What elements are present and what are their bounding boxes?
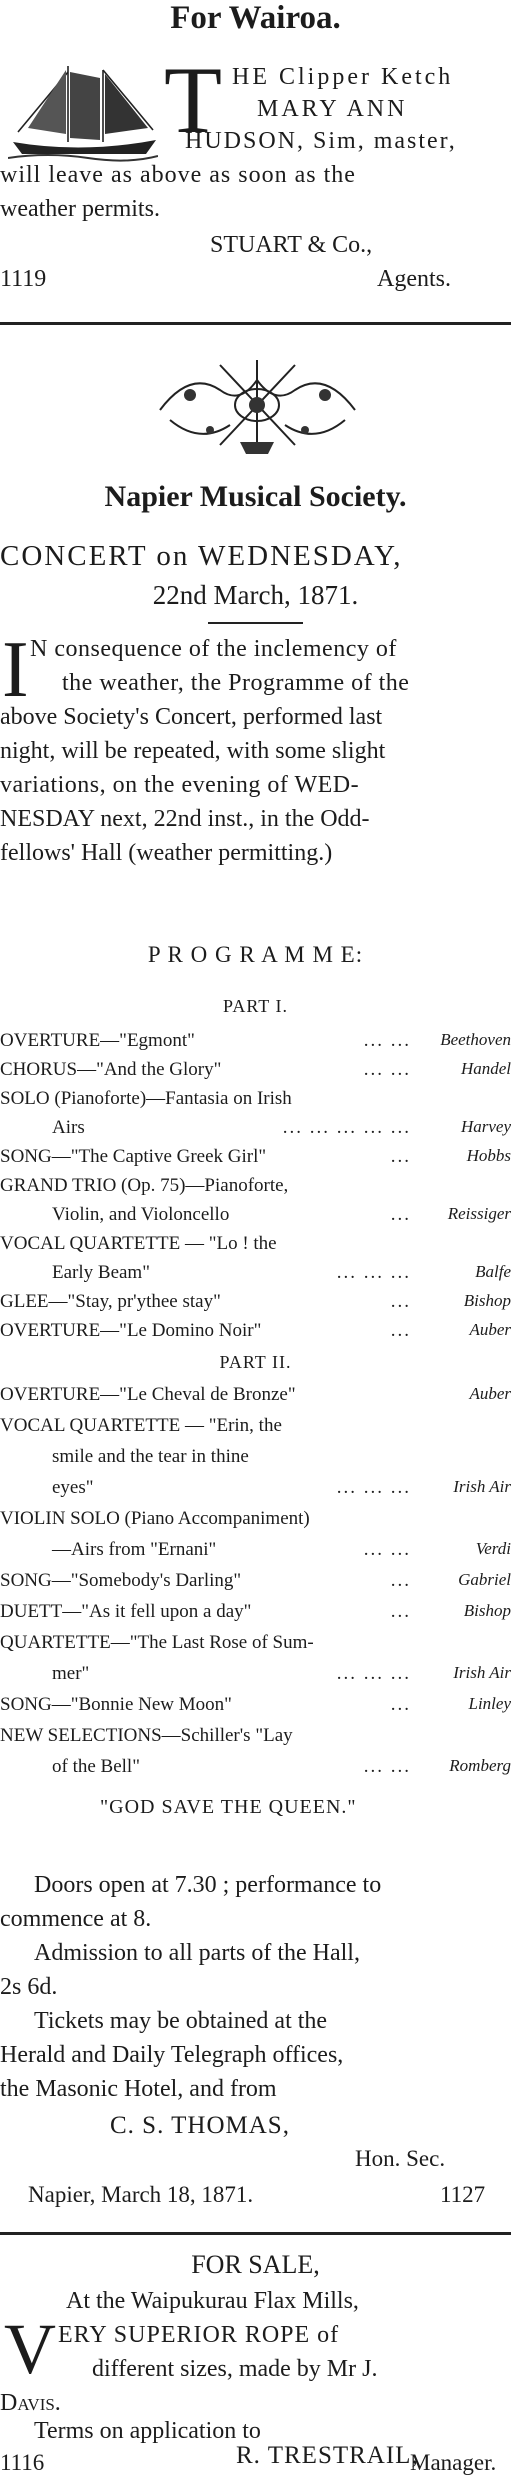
secretary-name: C. S. THOMAS, — [110, 2112, 290, 2139]
programme-item-text: Airs — [52, 1117, 85, 1138]
programme-item-text: Early Beam" — [52, 1262, 150, 1283]
forsale-title: Manager. — [410, 2450, 497, 2475]
programme-row — [0, 1175, 511, 1205]
leader-dots: ... ... ... — [336, 1663, 411, 1684]
society-para-1: N consequence of the inclemency of — [30, 636, 397, 662]
programme-row — [0, 1446, 511, 1476]
programme-row — [0, 1262, 511, 1292]
composer-name: Reissiger — [447, 1204, 511, 1223]
musical-trophy-ornament — [150, 350, 365, 460]
society-title: Napier Musical Society. — [104, 480, 407, 513]
programme-row — [0, 1384, 511, 1414]
programme-item-text: SONG—"The Captive Greek Girl" — [0, 1146, 267, 1167]
society-dropcap: I — [2, 626, 29, 714]
wairoa-agents: Agents. — [377, 266, 451, 292]
concert-line: CONCERT on WEDNESDAY, — [0, 540, 403, 572]
composer-name: Harvey — [460, 1117, 511, 1136]
programme-row — [0, 1117, 511, 1147]
leader-dots: ... — [390, 1694, 411, 1715]
concert-date: 22nd March, 1871. — [152, 580, 359, 610]
composer-name: Auber — [469, 1320, 511, 1339]
society-para-2: the weather, the Programme of the — [62, 670, 410, 696]
programme-item-text: OVERTURE—"Le Cheval de Bronze" — [0, 1384, 296, 1405]
programme-row — [0, 1030, 511, 1060]
leader-dots: ... ... — [363, 1030, 411, 1051]
composer-name: Balfe — [475, 1262, 511, 1281]
composer-name: Bishop — [463, 1291, 511, 1310]
leader-dots: ... ... — [363, 1539, 411, 1560]
forsale-dropcap: V — [4, 2309, 56, 2389]
programme-item-text: eyes" — [52, 1477, 94, 1498]
programme-item-text: OVERTURE—"Le Domino Noir" — [0, 1320, 262, 1341]
doors-line-1: Doors open at 7.30 ; performance to — [34, 1872, 382, 1898]
doors-line-2: commence at 8. — [0, 1906, 152, 1932]
wairoa-line1: HE Clipper Ketch — [232, 64, 454, 90]
composer-name: Irish Air — [453, 1663, 511, 1682]
programme-row — [0, 1570, 511, 1600]
anthem: "GOD SAVE THE QUEEN." — [100, 1796, 357, 1818]
programme-heading: P R O G R A M M E: — [147, 942, 364, 967]
forsale-line-5: Terms on application to — [34, 2418, 261, 2444]
programme-item-text: SONG—"Bonnie New Moon" — [0, 1694, 232, 1715]
programme-row — [0, 1233, 511, 1263]
programme-item-text: SONG—"Somebody's Darling" — [0, 1570, 242, 1591]
leader-dots: ... ... ... — [336, 1477, 411, 1498]
programme-item-text: mer" — [52, 1663, 90, 1684]
composer-name: Gabriel — [458, 1570, 511, 1589]
composer-name: Irish Air — [453, 1477, 511, 1496]
programme-item-text: OVERTURE—"Egmont" — [0, 1030, 195, 1051]
programme-row — [0, 1539, 511, 1569]
programme-row — [0, 1508, 511, 1538]
wairoa-line5: weather permits. — [0, 196, 160, 222]
programme-item-text: smile and the tear in thine — [52, 1446, 249, 1467]
tickets-line-3: the Masonic Hotel, and from — [0, 2076, 277, 2102]
programme-row — [0, 1632, 511, 1662]
wairoa-line3: HUDSON, Sim, master, — [185, 128, 457, 154]
programme-item-text: VIOLIN SOLO (Piano Accompaniment) — [0, 1508, 310, 1529]
divider — [0, 322, 511, 325]
society-para-5: variations, on the evening of WED- — [0, 772, 360, 798]
society-para-7: fellows' Hall (weather permitting.) — [0, 840, 333, 866]
programme-row — [0, 1601, 511, 1631]
programme-item-text: GRAND TRIO (Op. 75)—Pianoforte, — [0, 1175, 289, 1196]
tickets-line-1: Tickets may be obtained at the — [34, 2008, 328, 2034]
composer-name: Verdi — [475, 1539, 511, 1558]
composer-name: Linley — [468, 1694, 511, 1713]
leader-dots: ... — [390, 1601, 411, 1622]
programme-row — [0, 1320, 511, 1350]
programme-row — [0, 1291, 511, 1321]
society-para-4: night, will be repeated, with some slight — [0, 738, 386, 764]
leader-dots: ... — [390, 1204, 411, 1225]
forsale-line-2: ERY SUPERIOR ROPE of — [58, 2322, 340, 2348]
programme-item-text: VOCAL QUARTETTE — "Lo ! the — [0, 1233, 277, 1254]
forsale-line-3: different sizes, made by Mr J. — [92, 2356, 378, 2382]
society-para-3: above Society's Concert, performed last — [0, 704, 383, 730]
leader-dots: ... — [390, 1291, 411, 1312]
admission-line-1: Admission to all parts of the Hall, — [34, 1940, 360, 1966]
programme-item-text: VOCAL QUARTETTE — "Erin, the — [0, 1415, 282, 1436]
leader-dots: ... — [390, 1320, 411, 1341]
divider — [0, 2232, 511, 2235]
programme-row — [0, 1146, 511, 1176]
leader-dots: ... — [390, 1570, 411, 1591]
programme-item-text: Violin, and Violoncello — [52, 1204, 230, 1225]
secretary-title: Hon. Sec. — [355, 2146, 446, 2171]
forsale-signer: R. TRESTRAIL, — [236, 2442, 419, 2469]
programme-row — [0, 1088, 511, 1118]
programme-row — [0, 1477, 511, 1507]
wairoa-signer: STUART & Co., — [210, 232, 373, 258]
programme-item-text: CHORUS—"And the Glory" — [0, 1059, 222, 1080]
composer-name: Bishop — [463, 1601, 511, 1620]
programme-row — [0, 1059, 511, 1089]
place-date: Napier, March 18, 1871. — [28, 2182, 254, 2207]
composer-name: Auber — [469, 1384, 511, 1403]
leader-dots: ... ... ... ... ... — [282, 1117, 411, 1138]
wairoa-heading: For Wairoa. — [170, 0, 341, 36]
programme-row — [0, 1415, 511, 1445]
composer-name: Handel — [460, 1059, 511, 1078]
composer-name: Romberg — [449, 1756, 511, 1775]
part2-heading: PART II. — [219, 1352, 292, 1372]
wairoa-dropcap: T — [164, 47, 223, 153]
programme-item-text: NEW SELECTIONS—Schiller's "Lay — [0, 1725, 293, 1746]
programme-item-text: SOLO (Pianoforte)—Fantasia on Irish — [0, 1088, 292, 1109]
short-rule — [208, 622, 303, 624]
forsale-line-4: Davis. — [0, 2390, 61, 2416]
leader-dots: ... ... — [363, 1756, 411, 1777]
wairoa-number: 1119 — [0, 266, 47, 292]
programme-item-text: of the Bell" — [52, 1756, 140, 1777]
programme-row — [0, 1204, 511, 1234]
programme-row — [0, 1725, 511, 1755]
ship-icon — [8, 62, 158, 162]
leader-dots: ... — [390, 1146, 411, 1167]
programme-row — [0, 1663, 511, 1693]
programme-item-text: GLEE—"Stay, pr'ythee stay" — [0, 1291, 221, 1312]
programme-row — [0, 1694, 511, 1724]
society-para-6: NESDAY next, 22nd inst., in the Odd- — [0, 806, 370, 832]
composer-name: Hobbs — [466, 1146, 511, 1165]
programme-item-text: —Airs from "Ernani" — [52, 1539, 217, 1560]
programme-row — [0, 1756, 511, 1786]
part1-heading: PART I. — [223, 996, 288, 1016]
programme-item-text: QUARTETTE—"The Last Rose of Sum- — [0, 1632, 314, 1653]
wairoa-line4: will leave as above as soon as the — [0, 162, 356, 188]
forsale-line-1: At the Waipukurau Flax Mills, — [66, 2288, 359, 2314]
details-number: 1127 — [440, 2182, 486, 2207]
leader-dots: ... ... ... — [336, 1262, 411, 1283]
forsale-heading: FOR SALE, — [191, 2250, 320, 2279]
wairoa-line2: MARY ANN — [257, 96, 408, 122]
admission-line-2: 2s 6d. — [0, 1974, 58, 2000]
composer-name: Beethoven — [440, 1030, 511, 1049]
tickets-line-2: Herald and Daily Telegraph offices, — [0, 2042, 344, 2068]
programme-item-text: DUETT—"As it fell upon a day" — [0, 1601, 252, 1622]
leader-dots: ... ... — [363, 1059, 411, 1080]
forsale-number: 1116 — [0, 2450, 45, 2475]
